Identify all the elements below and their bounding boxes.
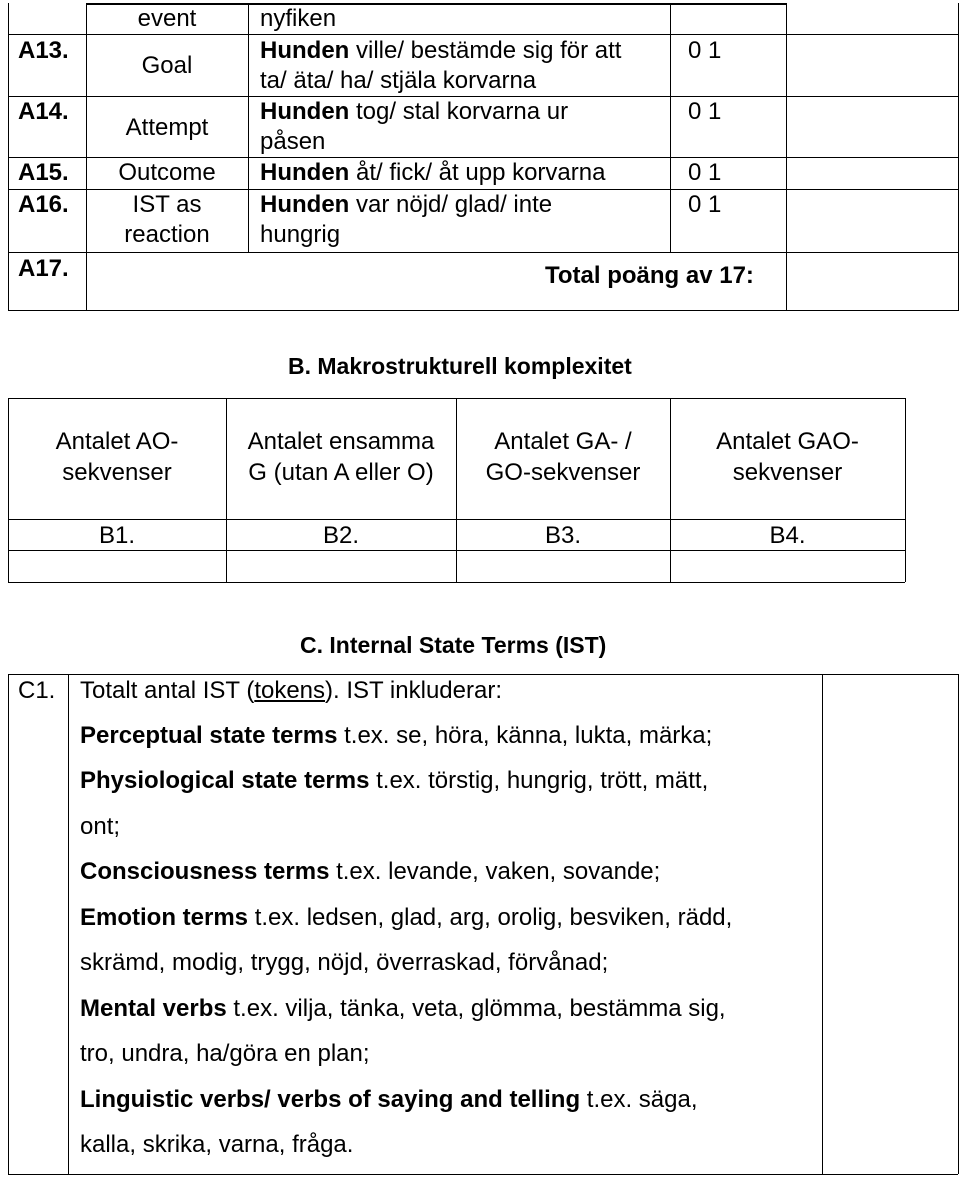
score-options: 0 1	[688, 159, 722, 186]
ist-line: tro, undra, ha/göra en plan;	[80, 1040, 370, 1067]
element-label-cont: reaction	[124, 221, 210, 248]
b-column-code: B2.	[322, 522, 360, 549]
b-column-header: Antalet ensamma	[247, 428, 435, 455]
total-score-label: Total poäng av 17:	[545, 262, 754, 289]
b-column-header-cont: G (utan A eller O)	[248, 459, 434, 486]
ist-intro: Totalt antal IST (tokens). IST inkluderar:	[80, 677, 502, 704]
b-column-header-cont: sekvenser	[732, 459, 843, 486]
row-text-cont: hungrig	[260, 221, 341, 248]
b-column-header-cont: sekvenser	[62, 459, 172, 486]
row-number: A17.	[18, 255, 69, 282]
element-label: IST as	[132, 191, 202, 218]
row-number: A13.	[18, 37, 69, 64]
section-c-title: C. Internal State Terms (IST)	[300, 632, 607, 658]
section-b-title: B. Makrostrukturell komplexitet	[288, 353, 632, 379]
row-text: Hunden åt/ fick/ åt upp korvarna	[260, 159, 606, 186]
row-text-cont: påsen	[260, 128, 326, 155]
element-label: event	[137, 5, 197, 32]
b-column-code: B4.	[769, 522, 806, 549]
row-text-cont: ta/ äta/ ha/ stjäla korvarna	[260, 67, 537, 94]
ist-line: kalla, skrika, varna, fråga.	[80, 1131, 354, 1158]
ist-line: Consciousness terms t.ex. levande, vaken, sovande;	[80, 858, 661, 885]
row-number: A15.	[18, 159, 69, 186]
b-column-code: B3.	[544, 522, 582, 549]
row-number: A14.	[18, 98, 69, 125]
row-text: Hunden var nöjd/ glad/ inte	[260, 191, 553, 218]
ist-line: Emotion terms t.ex. ledsen, glad, arg, orolig, besviken, rädd,	[80, 904, 733, 931]
ist-line: Linguistic verbs/ verbs of saying and telling t.ex. säga,	[80, 1086, 698, 1113]
score-options: 0 1	[688, 98, 722, 125]
element-label: Attempt	[125, 114, 209, 141]
b-column-header: Antalet GAO-	[716, 428, 859, 455]
ist-line: Perceptual state terms t.ex. se, höra, känna, lukta, märka;	[80, 722, 713, 749]
b-column-header-cont: GO-sekvenser	[485, 459, 641, 486]
ist-line: skrämd, modig, trygg, nöjd, överraskad, förvånad;	[80, 949, 609, 976]
score-options: 0 1	[688, 191, 722, 218]
score-options: 0 1	[688, 37, 722, 64]
row-text: Hunden tog/ stal korvarna ur	[260, 98, 569, 125]
b-column-header: Antalet AO-	[55, 428, 179, 455]
c1-number: C1.	[18, 677, 56, 704]
row-text: Hunden ville/ bestämde sig för att	[260, 37, 622, 64]
ist-line: Mental verbs t.ex. vilja, tänka, veta, glömma, bestämma sig,	[80, 995, 726, 1022]
element-label: Goal	[141, 52, 193, 79]
element-label: Outcome	[118, 159, 216, 186]
ist-line: ont;	[80, 813, 121, 840]
ist-line: Physiological state terms t.ex. törstig, hungrig, trött, mätt,	[80, 767, 709, 794]
row-text: nyfiken	[260, 5, 337, 32]
row-number: A16.	[18, 191, 69, 218]
b-column-code: B1.	[98, 522, 136, 549]
b-column-header: Antalet GA- /	[494, 428, 632, 455]
